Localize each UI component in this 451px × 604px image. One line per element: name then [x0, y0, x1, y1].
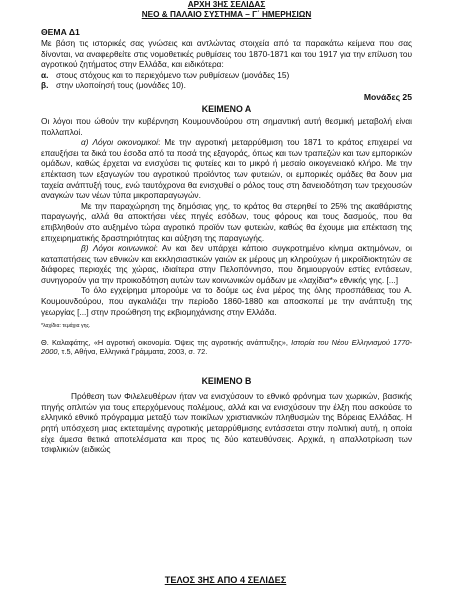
- theme-item-text: στους στόχους και το περιεχόμενο των ρυθμίσεων (μονάδες 15): [56, 69, 290, 80]
- theme-item-text: στην υλοποίησή τους (μονάδες 10).: [56, 80, 186, 91]
- text-a-paragraph-1: Οι λόγοι που ώθούν την κυβέρνηση Κουμουνδούρου στη σημαντική αυτή θεσμική μεταβολή είναι πολλαπλοί.: [41, 115, 412, 137]
- text-a-footnote: *λαχίδια: τεμάχια γης.: [41, 323, 91, 330]
- source-book-title: Ιστορία του Νέου Ελληνισμού 1770-2000: [41, 338, 413, 357]
- text-b-paragraph-1: Πρόθεση των Φιλελευθέρων ήταν να ενισχύσουν το εθνικό φρόνημα των χωρικών, βασικής πηγής οπλιτών για τους επερχόμενους πολέμους, αλλά και να ενισχύσουν την έλξη που ασκούσε το ελληνικό εθνικό πρόγραμμα μεταξύ των ποικίλων χριστιανικών πληθυσμών της Βόρειας Ελλάδας. Η ρητή υπόσχεση μιας εκτεταμένης αγροτικής μεταρρύθμισης εντάσσεται στην πολιτική αυτή, η οποία είχε άμεσα θετικά αποτελέσματα και προς τις δύο κατευθύνσεις. Αρχικά, η απαλλοτρίωση των τσιφλικιών (ειδικώς: [41, 391, 412, 455]
- theme-item-a: [41, 70, 412, 81]
- page-header-system: ΝΕΟ & ΠΑΛΑΙΟ ΣΥΣΤΗΜΑ – Γ΄ ΗΜΕΡΗΣΙΩΝ: [141, 10, 312, 19]
- page-header-start: ΑΡΧΗ 3ΗΣ ΣΕΛΙΔΑΣ: [187, 0, 266, 9]
- text-a-paragraph-5: Το όλο εγχείρημα μπορούμε να το δούμε ως ένα μέρος της όλης προσπάθειας του Α. Κουμουνδούρου, που αγκαλιάζει την περίοδο 1860-1880 και αποσκοπεί με την ανάπτυξη της γεωργίας [...] στην προώθηση της εκβιομηχάνισης στην Ελλάδα.: [41, 285, 412, 317]
- theme-intro: Με βάση τις ιστορικές σας γνώσεις και αντλώντας στοιχεία από τα παρακάτω κείμενα που σας δίνονται, να αναφερθείτε στις νομοθετικές ρυθμίσεις του 1870-1871 και του 1917 για την επίλυση του αγροτικού ζητήματος στην Ελλάδα, και ειδικότερα:: [41, 38, 412, 70]
- page-footer: ΤΕΛΟΣ 3ΗΣ ΑΠΟ 4 ΣΕΛΙΔΕΣ: [164, 575, 287, 585]
- text-a-label-economic: α) Λόγοι οικονομικοί: [81, 137, 158, 148]
- text-b-title: ΚΕΙΜΕΝΟ Β: [201, 376, 252, 387]
- theme-item-b: [41, 80, 412, 91]
- theme-marks: Μονάδες 25: [363, 91, 412, 102]
- text-a-paragraph-2: [41, 137, 412, 201]
- theme-title: ΘΕΜΑ Δ1: [41, 27, 80, 37]
- text-a-paragraph-2-body: : Με την αγροτική μεταρρύθμιση του 1871 το κράτος επιχειρεί να επαυξήσει τα δικά του έσοδα από τα ποσά της εξαγοράς, όπως και των τραπεζών και των εμπορικών ομάδων, καθώς έρχεται να ενισχύσει τις φυτείες και το μικρό ή μεσαίο οικογενειακό κλήρο. Με την επέκταση των εξαγωγών του αγροτικού προϊόντος των φυτειών, οι εμπορικές ομάδες θα δουν μια ταχεία ανάπτυξή τους, ενώ ταυτόχρονα θα ενισχυθεί ο ρόλος τους στη δανειοδότηση των τρεχουσών αναγκών των νέων τύπα μικροπαραγωγών.: [41, 137, 412, 201]
- text-a-title: ΚΕΙΜΕΝΟ Α: [201, 103, 252, 114]
- source-author: Θ. Καλαφάτης, «Η αγροτική οικονομία. Όψεις της αγροτικής ανάπτυξης»,: [41, 338, 292, 348]
- text-a-paragraph-3: Με την παραχώρηση της δημόσιας γης, το κράτος θα στερηθεί το 25% της ακαθάριστης παραγωγής, αλλά θα αποκτήσει νέες πηγές εσόδων, τους φόρους και τους δασμούς, που θα επιβληθούν στο αυξημένο τώρα αγροτικό προϊόν των φυτειών, καθώς θα έχουμε μια επέκταση της επιχειρηματικής δραστηριότητας και αύξηση της παραγωγής.: [41, 200, 412, 243]
- exam-page: [41, 0, 412, 455]
- text-a-paragraph-4-body: : Αν και δεν υπάρχει κάποιο συγκροτημένο κίνημα ακτημόνων, οι καταπατήσεις των εθνικών και εκκλησιαστικών γαιών εκ μέρους μη κληρούχων ή μικροϊδιοκτητών σε διάφορες περιοχές της χώρας, ιδιαίτερα στην Πελοπόννησο, που δημιουργούν εστίες εντάσεων, συνηγορούν για την προικοδότηση αυτών των κοινωνικών ομάδων με «λαχίδια*» εθνικής γης. [...]: [41, 243, 413, 285]
- text-a-source: [41, 338, 412, 356]
- theme-item-key: β.: [41, 80, 49, 91]
- theme-item-key: α.: [41, 69, 49, 80]
- source-publication: , τ.5, Αθήνα, Ελληνικά Γράμματα, 2003, σ. 72.: [57, 347, 208, 357]
- text-a-label-social: β) Λόγοι κοινωνικοί: [81, 243, 156, 254]
- text-a-paragraph-4: [41, 243, 412, 285]
